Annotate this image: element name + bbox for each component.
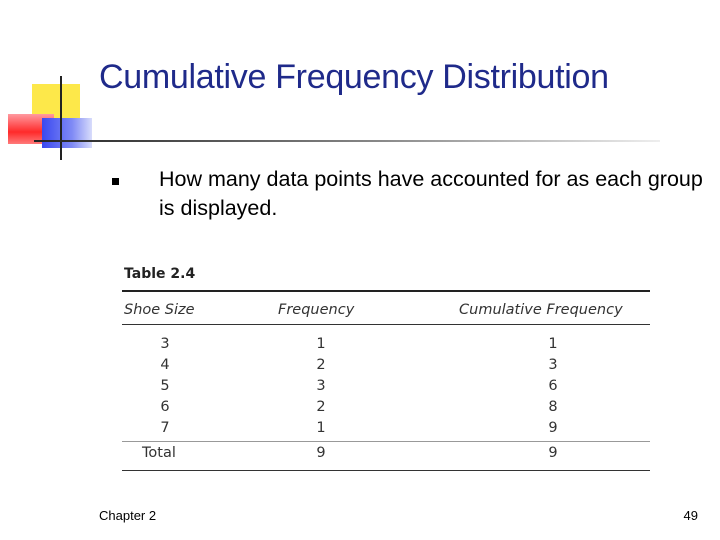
cell-cumulative: 1 xyxy=(548,336,558,352)
total-frequency: 9 xyxy=(316,445,326,461)
cell-frequency: 3 xyxy=(316,378,326,394)
table-body xyxy=(122,336,650,441)
total-label: Total xyxy=(142,445,176,461)
header-cumulative-frequency: Cumulative Frequency xyxy=(459,302,623,318)
table-total-row xyxy=(122,445,650,465)
footer-chapter: Chapter 2 xyxy=(99,508,157,523)
cell-shoe-size: 4 xyxy=(160,357,170,373)
bullet-text: How many data points have accounted for as each group is displayed. xyxy=(159,167,703,220)
table-total-rule xyxy=(122,441,650,442)
page-number: 49 xyxy=(683,508,698,523)
table-row xyxy=(122,420,650,441)
cell-cumulative: 6 xyxy=(548,378,558,394)
header-frequency: Frequency xyxy=(278,302,355,318)
cell-frequency: 1 xyxy=(316,420,326,436)
slide-title: Cumulative Frequency Distribution xyxy=(99,58,609,96)
cell-cumulative: 3 xyxy=(548,357,558,373)
cell-shoe-size: 5 xyxy=(160,378,170,394)
cell-shoe-size: 6 xyxy=(160,399,170,415)
title-underline xyxy=(34,140,660,142)
cell-frequency: 1 xyxy=(316,336,326,352)
table-row xyxy=(122,378,650,399)
total-cumulative: 9 xyxy=(548,445,558,461)
cell-frequency: 2 xyxy=(316,399,326,415)
table-caption: Table 2.4 xyxy=(124,266,196,282)
table-bottom-rule xyxy=(122,470,650,471)
cell-frequency: 2 xyxy=(316,357,326,373)
bullet-square-icon xyxy=(112,178,119,185)
table-row xyxy=(122,357,650,378)
decor-vertical-line xyxy=(60,76,62,160)
table-header-rule xyxy=(122,324,650,325)
frequency-table xyxy=(122,262,650,472)
decor-blue-square xyxy=(42,118,92,148)
table-top-rule xyxy=(122,290,650,292)
cell-shoe-size: 3 xyxy=(160,336,170,352)
header-shoe-size: Shoe Size xyxy=(124,302,195,318)
cell-cumulative: 8 xyxy=(548,399,558,415)
table-row xyxy=(122,399,650,420)
cell-shoe-size: 7 xyxy=(160,420,170,436)
table-row xyxy=(122,336,650,357)
cell-cumulative: 9 xyxy=(548,420,558,436)
